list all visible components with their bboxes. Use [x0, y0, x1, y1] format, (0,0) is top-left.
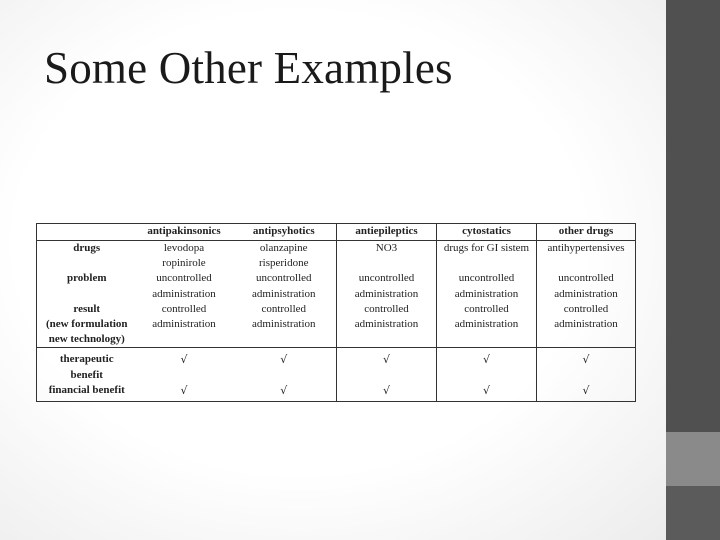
row-label-line: (new formulation — [45, 318, 128, 331]
side-accent-footer — [666, 486, 720, 540]
column-header — [37, 224, 137, 241]
cell-line: risperidone — [259, 257, 309, 270]
cell-line: ropinirole — [162, 257, 206, 270]
cell-line: administration — [454, 318, 519, 331]
side-accent-bar — [666, 0, 720, 432]
cell-line: controlled — [261, 302, 307, 315]
cell-line: NO3 — [375, 242, 398, 254]
side-accent-block — [666, 432, 720, 486]
check-mark: √ — [437, 348, 537, 383]
cell-line: administration — [251, 318, 316, 331]
check-mark: √ — [337, 348, 437, 383]
table-cell — [337, 271, 437, 301]
table-cell — [537, 241, 636, 272]
check-mark: √ — [232, 383, 337, 402]
table-row — [37, 348, 636, 383]
column-header: cytostatics — [437, 224, 537, 241]
check-mark: √ — [137, 348, 232, 383]
row-label-drugs: drugs — [37, 241, 137, 272]
table-cell — [537, 271, 636, 301]
table-cell — [437, 241, 537, 272]
cell-line: uncontrolled — [156, 272, 212, 285]
table-cell — [437, 271, 537, 301]
cell-line: drugs for GI sistem — [443, 242, 530, 254]
row-label-line: result — [73, 302, 101, 315]
cell-line: controlled — [161, 302, 207, 315]
table-cell — [232, 271, 337, 301]
table-row — [37, 302, 636, 348]
table-row — [37, 383, 636, 402]
table-header-row — [37, 224, 636, 241]
table-row — [37, 271, 636, 301]
table-cell — [232, 302, 337, 348]
cell-line: uncontrolled — [255, 272, 312, 285]
table-cell — [137, 302, 232, 348]
row-label-result — [37, 302, 137, 348]
cell-line: administration — [354, 287, 419, 300]
cell-line: administration — [251, 287, 316, 300]
check-mark: √ — [437, 383, 537, 402]
column-header: antiepileptics — [337, 224, 437, 241]
cell-line: administration — [354, 318, 419, 331]
row-label-problem: problem — [37, 271, 137, 301]
column-header: antipsyhotics — [232, 224, 337, 241]
cell-line: uncontrolled — [558, 272, 614, 285]
cell-line: administration — [454, 287, 519, 300]
row-label-therapeutic — [37, 348, 137, 383]
row-label-line: therapeutic — [59, 353, 114, 366]
cell-line: administration — [554, 287, 618, 300]
cell-line: controlled — [364, 302, 409, 315]
table-cell — [137, 241, 232, 272]
check-mark: √ — [537, 348, 636, 383]
column-header: other drugs — [537, 224, 636, 241]
cell-line: administration — [152, 287, 216, 300]
row-label-financial: financial benefit — [37, 383, 137, 402]
cell-line: levodopa — [163, 242, 205, 254]
table-cell — [232, 241, 337, 272]
cell-line: administration — [554, 318, 618, 331]
cell-line: administration — [152, 318, 216, 331]
cell-line: controlled — [464, 302, 509, 315]
row-label-line: new technology) — [48, 333, 125, 346]
check-mark: √ — [232, 348, 337, 383]
cell-line: uncontrolled — [358, 272, 415, 285]
cell-line: uncontrolled — [458, 272, 515, 285]
cell-line: controlled — [563, 302, 609, 315]
cell-line: antihypertensives — [547, 242, 625, 254]
row-label-line: benefit — [70, 368, 103, 381]
check-mark: √ — [337, 383, 437, 402]
table-cell — [337, 241, 437, 272]
cell-line: olanzapine — [259, 242, 308, 254]
slide-title: Some Other Examples — [44, 43, 453, 93]
drug-comparison-table — [36, 223, 636, 402]
check-mark: √ — [137, 383, 232, 402]
table-cell — [437, 302, 537, 348]
table-cell — [337, 302, 437, 348]
table-cell — [137, 271, 232, 301]
table-row — [37, 241, 636, 272]
table-cell — [537, 302, 636, 348]
column-header: antipakinsonics — [137, 224, 232, 241]
check-mark: √ — [537, 383, 636, 402]
